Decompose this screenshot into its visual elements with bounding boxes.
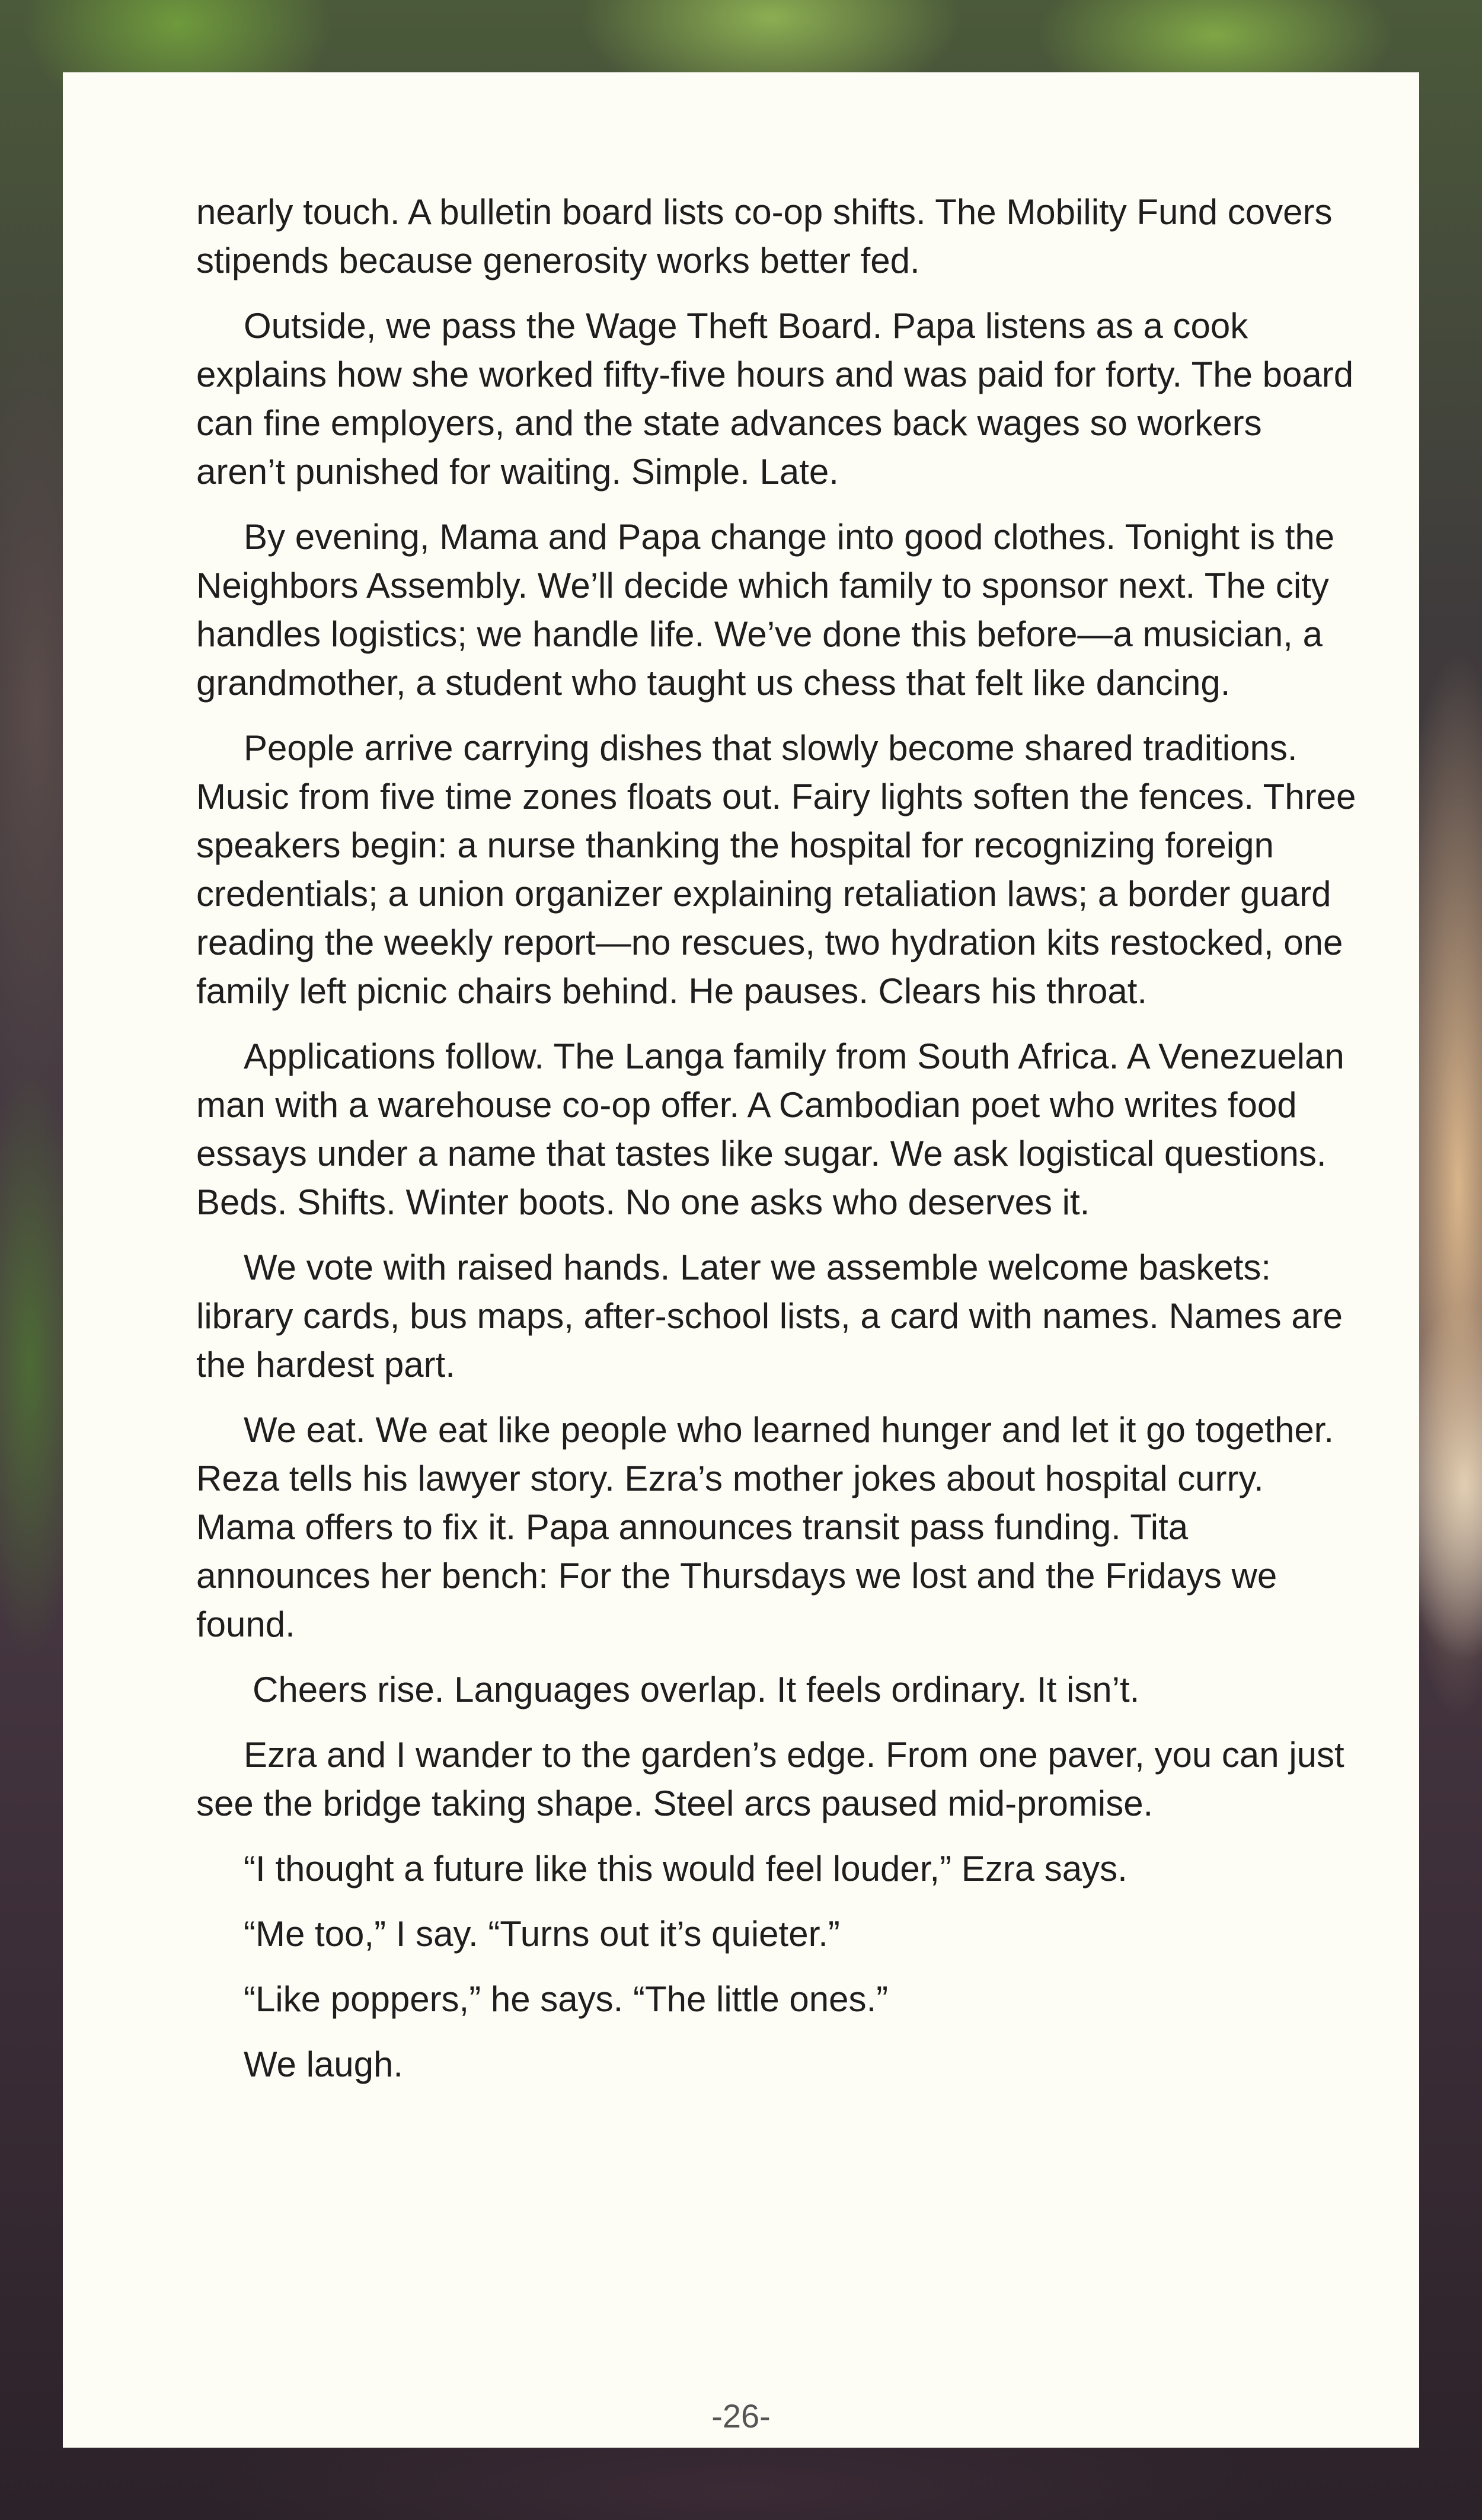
paragraph: Applications follow. The Langa family from South Africa. A Venezuelan man with a warehouse co-op offer. A Cambodian poet who writes food essays under a name that tastes like sugar. We ask logistical questions. Beds. Shifts. Winter boots. No one asks who deserves it. <box>196 1036 1344 1222</box>
page-text <box>196 188 1358 2106</box>
paragraph: Ezra and I wander to the garden’s edge. From one paver, you can just see the bridge taking shape. Steel arcs paused mid-promise. <box>196 1735 1344 1823</box>
book-page <box>63 72 1419 2448</box>
paragraph: “I thought a future like this would feel louder,” Ezra says. <box>244 1849 1128 1889</box>
paragraph: nearly touch. A bulletin board lists co-op shifts. The Mobility Fund covers stipends because generosity works better fed. <box>196 192 1333 280</box>
paragraph: We eat. We eat like people who learned hunger and let it go together. Reza tells his lawyer story. Ezra’s mother jokes about hospital curry. Mama offers to fix it. Papa announces transit pass funding. Tita announces her bench: For the Thursdays we lost and the Fridays we found. <box>196 1410 1334 1644</box>
paragraph: “Like poppers,” he says. “The little ones.” <box>244 1979 889 2019</box>
paragraph: We laugh. <box>244 2044 404 2084</box>
paragraph: People arrive carrying dishes that slowly become shared traditions. Music from five time zones floats out. Fairy lights soften the fences. Three speakers begin: a nurse thanking the hospital for recognizing foreign credentials; a union organizer explaining retaliation laws; a border guard reading the weekly report—no rescues, two hydration kits restocked, one family left picnic chairs behind. He pauses. Clears his throat. <box>196 728 1356 1011</box>
page-number: -26- <box>711 2397 771 2435</box>
paragraph: We vote with raised hands. Later we assemble welcome baskets: library cards, bus maps, after-school lists, a card with names. Names are the hardest part. <box>196 1248 1343 1385</box>
paragraph: By evening, Mama and Papa change into good clothes. Tonight is the Neighbors Assembly. We’ll decide which family to sponsor next. The city handles logistics; we handle life. We’ve done this before—a musician, a grandmother, a student who taught us chess that felt like dancing. <box>196 517 1335 703</box>
paragraph: Cheers rise. Languages overlap. It feels ordinary. It isn’t. <box>253 1670 1140 1709</box>
paragraph: Outside, we pass the Wage Theft Board. Papa listens as a cook explains how she worked fifty-five hours and was paid for forty. The board can fine employers, and the state advances back wages so workers aren’t punished for waiting. Simple. Late. <box>196 306 1354 492</box>
paragraph: “Me too,” I say. “Turns out it’s quieter.” <box>244 1914 840 1954</box>
